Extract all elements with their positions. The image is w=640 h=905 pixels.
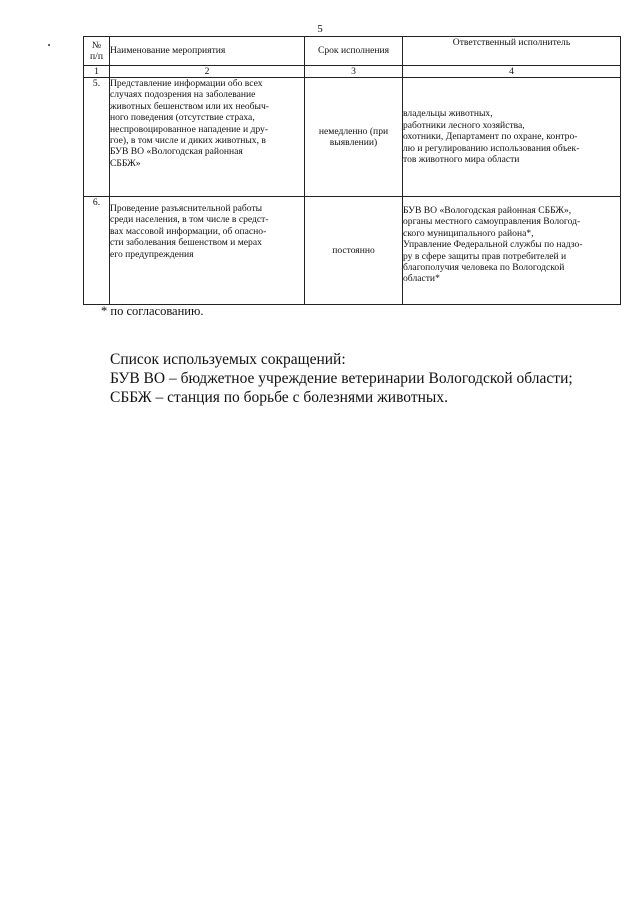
text-line: области*: [403, 273, 440, 285]
text-line: органы местного самоуправления Вологод-: [403, 216, 581, 228]
header-measure-name: Наименование мероприятия: [110, 37, 305, 66]
text-line: вах массовой информации, об опасно-: [110, 225, 267, 237]
text-line: сти заболевания бешенством и мерах: [110, 237, 262, 249]
text-line: немедленно (при: [318, 125, 389, 137]
text-line: ского муниципального района*,: [403, 227, 534, 239]
abbreviations-list: [110, 350, 573, 407]
text-line: постоянно: [332, 244, 375, 256]
text-line: лю и регулированию использования объек-: [403, 142, 580, 154]
text-line: животных бешенством или их необыч-: [110, 100, 269, 112]
column-index-row: [84, 66, 621, 78]
row-number: 6.: [84, 197, 110, 305]
row-number: 5.: [84, 78, 110, 197]
column-index: 1: [84, 66, 110, 78]
column-index: 2: [110, 66, 305, 78]
abbreviation-item: СББЖ – станция по борьбе с болезнями животных.: [110, 389, 448, 406]
responsible-cell: [403, 197, 621, 305]
column-index: 3: [305, 66, 403, 78]
text-line: работники лесного хозяйства,: [403, 119, 525, 131]
table-row: [84, 78, 621, 197]
measure-name: [110, 197, 305, 305]
text-line: Проведение разъяснительной работы: [110, 203, 263, 214]
text-line: среди населения, в том числе в средст-: [110, 214, 269, 226]
measures-table: [83, 36, 621, 305]
text-line: благополучия человека по Вологодской: [403, 262, 565, 274]
header-number: [84, 37, 110, 66]
text-line: гое), в том числе и диких животных, в: [110, 135, 266, 147]
abbreviation-item: БУВ ВО – бюджетное учреждение ветеринарии Вологодской области;: [110, 370, 573, 387]
text-line: Представление информации обо всех: [110, 78, 263, 89]
abbreviations-title: Список используемых сокращений:: [110, 351, 346, 368]
footnote: * по согласованию.: [101, 304, 204, 318]
header-number-sign: №: [91, 40, 102, 51]
header-responsible: Ответственный исполнитель: [403, 37, 621, 66]
table-row: [84, 197, 621, 305]
scan-speck: [48, 44, 50, 46]
text-line: СББЖ»: [110, 157, 141, 169]
header-number-abbr: п/п: [90, 51, 103, 62]
text-line: случаях подозрения на заболевание: [110, 89, 256, 101]
header-term: Срок исполнения: [305, 37, 403, 66]
text-line: ного поведения (отсутствие страха,: [110, 112, 255, 124]
text-line: неспровоцированное нападение и дру-: [110, 123, 269, 135]
text-line: БУВ ВО «Вологодская районная: [110, 146, 243, 158]
text-line: выявлении): [329, 137, 378, 148]
text-line: охотники, Департамент по охране, контро-: [403, 131, 578, 143]
text-line: БУВ ВО «Вологодская районная СББЖ»,: [403, 205, 572, 216]
text-line: его предупреждения: [110, 248, 194, 260]
term-cell: [305, 78, 403, 197]
column-index: 4: [403, 66, 621, 78]
page-number: 5: [317, 23, 323, 35]
text-line: ру в сфере защиты прав потребителей и: [403, 250, 567, 262]
term-cell: [305, 197, 403, 305]
text-line: Управление Федеральной службы по надзо-: [403, 239, 583, 251]
text-line: тов животного мира области: [403, 154, 520, 166]
text-line: владельцы животных,: [403, 108, 493, 120]
table-header-row: [84, 37, 621, 66]
responsible-cell: [403, 78, 621, 197]
measure-name: [110, 78, 305, 197]
